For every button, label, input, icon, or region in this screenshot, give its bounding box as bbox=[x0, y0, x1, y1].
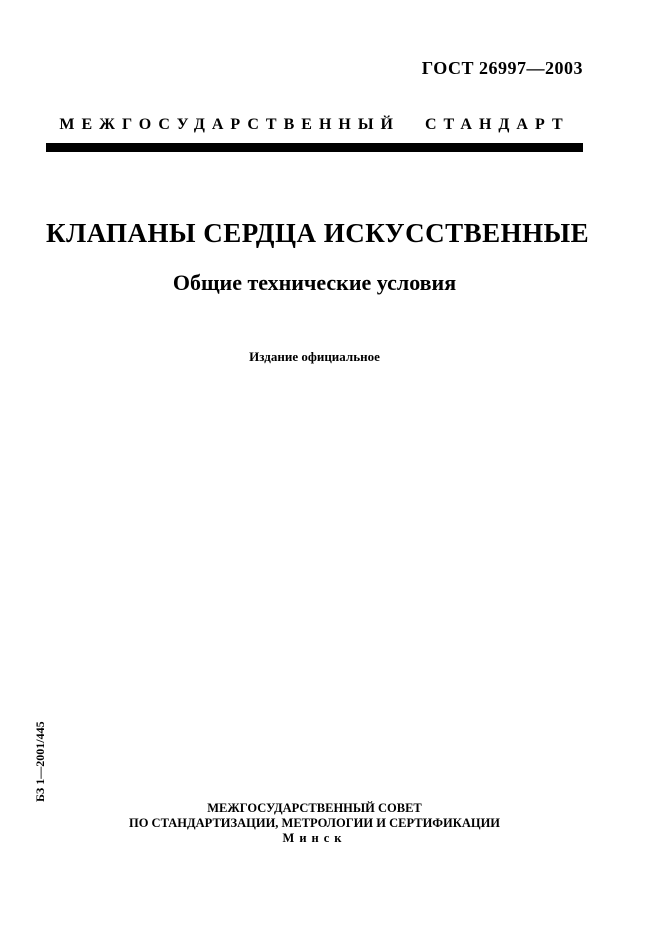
footer-council-line2: ПО СТАНДАРТИЗАЦИИ, МЕТРОЛОГИИ И СЕРТИФИКАЦИИ bbox=[128, 816, 501, 830]
document-title: КЛАПАНЫ СЕРДЦА ИСКУССТВЕННЫЕ bbox=[46, 218, 590, 248]
side-registration-code: БЗ 1—2001/445 bbox=[33, 721, 47, 802]
edition-note: Издание официальное bbox=[249, 349, 380, 364]
standard-type-label: МЕЖГОСУДАРСТВЕННЫЙ СТАНДАРТ bbox=[59, 116, 570, 133]
doc-number: ГОСТ 26997—2003 bbox=[421, 58, 583, 78]
document-subtitle: Общие технические условия bbox=[172, 270, 457, 295]
standard-type-banner bbox=[46, 116, 583, 134]
footer-city: Минск bbox=[282, 831, 347, 845]
footer-council-line1: МЕЖГОСУДАРСТВЕННЫЙ СОВЕТ bbox=[207, 801, 422, 815]
banner-rule bbox=[46, 143, 583, 152]
footer-block bbox=[46, 801, 583, 846]
